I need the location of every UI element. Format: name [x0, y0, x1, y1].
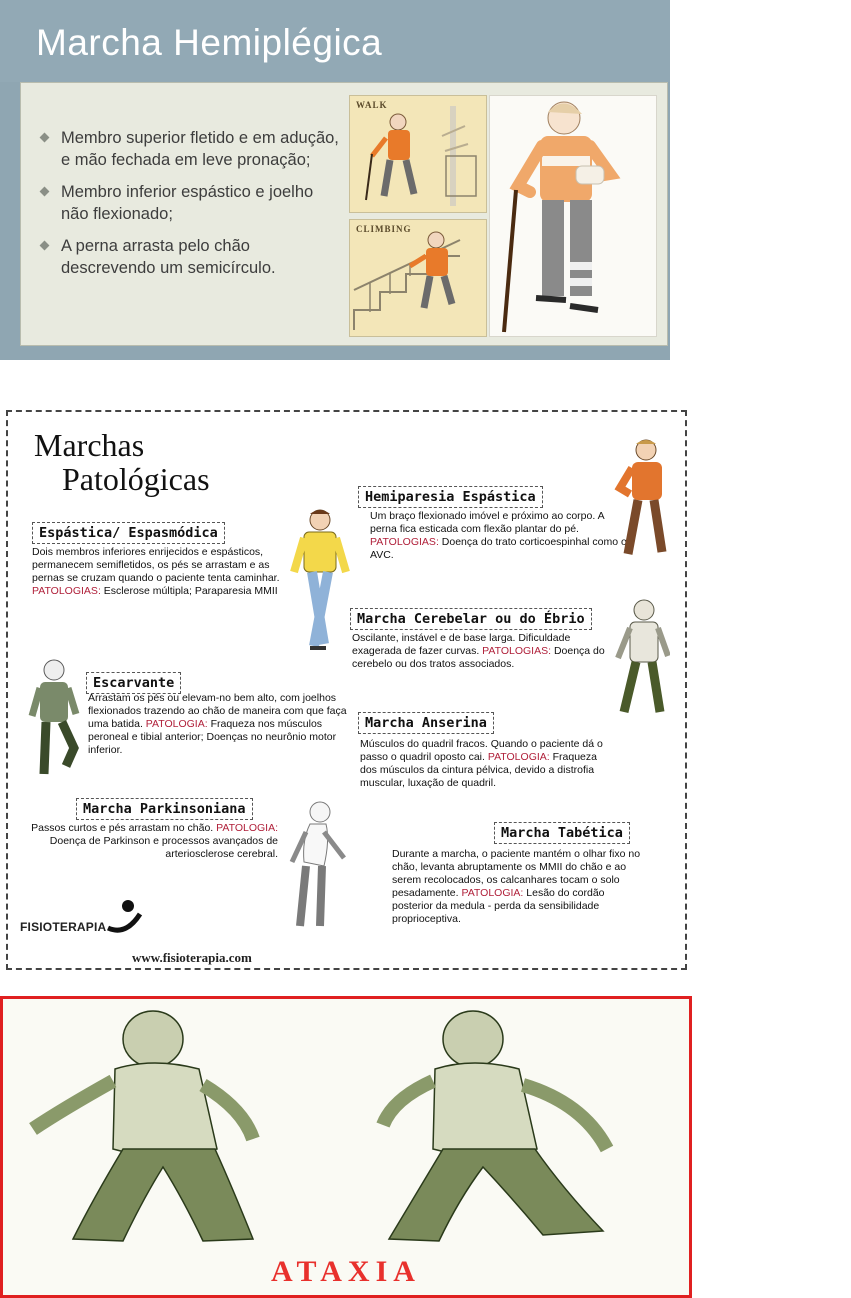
section-desc-parkinsoniana: Passos curtos e pés arrastam no chão. PATOLOGIA: Doença de Parkinson e processos avançados de arteriosclerose cerebral.: [31, 822, 278, 860]
hemiplegic-figure-illustration: [489, 95, 657, 337]
section-desc-escarvante: Arrastam os pés ou elevam-no bem alto, com joelhos flexionados trazendo ao chão de maneira com que faça uma batida. PATOLOGIA: Fraqueza nos músculos peroneal e tibial anterior; Doenças no neurônio motor inferior.: [88, 692, 347, 756]
hemiplegic-person-icon: [490, 96, 656, 336]
section-desc-espastica: Dois membros inferiores enrijecidos e espásticos, permanecem semifletidos, os pés se arrastam e as pernas se cruzam quando o paciente tenta caminhar. PATOLOGIAS: Esclerose múltipla; Paraparesia MMII: [32, 546, 280, 597]
section-title-cerebelar: Marcha Cerebelar ou do Ébrio: [350, 608, 592, 630]
section-title-espastica: Espástica/ Espasmódica: [32, 522, 225, 544]
slide-title: Marcha Hemiplégica: [36, 22, 383, 63]
parkinsoniana-figure-icon: [280, 796, 350, 936]
walk-label: WALK: [356, 100, 388, 110]
section-title-escarvante: Escarvante: [86, 672, 181, 694]
climbing-illustration: [349, 219, 487, 337]
espastica-figure-icon: [290, 506, 350, 656]
bullet-diamond-icon: [40, 133, 50, 143]
slide-body: [20, 82, 668, 346]
hemiparesia-figure-icon: [614, 436, 674, 566]
walking-illustration: [349, 95, 487, 213]
section-title-hemiparesia: Hemiparesia Espástica: [358, 486, 543, 508]
poster-title-line-2: Patológicas: [62, 461, 210, 497]
climbing-figure-icon: [350, 220, 486, 336]
ataxia-illustration: [0, 996, 692, 1298]
section-title-tabetica: Marcha Tabética: [494, 822, 630, 844]
fisioterapia-logo: FISIOTERAPIA: [20, 920, 107, 934]
escarvante-figure-icon: [26, 656, 86, 786]
website-url: www.fisioterapia.com: [132, 950, 252, 965]
section-title-parkinsoniana: Marcha Parkinsoniana: [76, 798, 253, 820]
bullet-item: Membro superior fletido e em adução, e mão fechada em leve pronação;: [39, 127, 339, 171]
hemiplegic-gait-slide: [0, 0, 670, 360]
ataxia-figures-icon: [3, 999, 689, 1249]
section-desc-cerebelar: Oscilante, instável e de base larga. Dificuldade exagerada de fazer curvas. PATOLOGIAS: Doença do cerebelo ou dos tratos associados.: [352, 632, 605, 670]
section-title-anserina: Marcha Anserina: [358, 712, 494, 734]
bullet-diamond-icon: [40, 187, 50, 197]
walking-figure-icon: [350, 96, 486, 212]
pathological-gaits-poster: [6, 410, 687, 970]
bullet-diamond-icon: [40, 241, 50, 251]
bullet-item: A perna arrasta pelo chão descrevendo um semicírculo.: [39, 235, 339, 279]
bullet-list: [39, 127, 339, 289]
poster-title-line-1: Marchas: [34, 427, 145, 463]
section-desc-hemiparesia: Um braço flexionado imóvel e próximo ao corpo. A perna fica esticada com flexão plantar do pé. PATOLOGIAS: Doença do trato corticoespinhal como o AVC.: [370, 510, 627, 561]
section-desc-anserina: Músculos do quadril fracos. Quando o paciente dá o passo o quadril oposto cai. PATOLOGIA: Fraqueza dos músculos da cintura pélvica, devido a distrofia muscular, luxação de quadril.: [360, 738, 603, 789]
climbing-label: CLIMBING: [356, 224, 412, 234]
cerebelar-figure-icon: [614, 596, 670, 726]
ataxia-title: ATAXIA: [271, 1255, 421, 1288]
fisioterapia-logo-icon: [104, 898, 144, 934]
slide-header: [0, 0, 670, 82]
bullet-item: Membro inferior espástico e joelho não flexionado;: [39, 181, 339, 225]
section-desc-tabetica: Durante a marcha, o paciente mantém o olhar fixo no chão, levanta abruptamente os MMII do chão e ao serem recolocados, os calcanhares tocam o solo pesadamente. PATOLOGIA: Lesão do cordão posterior da medula - perda da sensibilidade proprioceptiva.: [392, 848, 641, 925]
